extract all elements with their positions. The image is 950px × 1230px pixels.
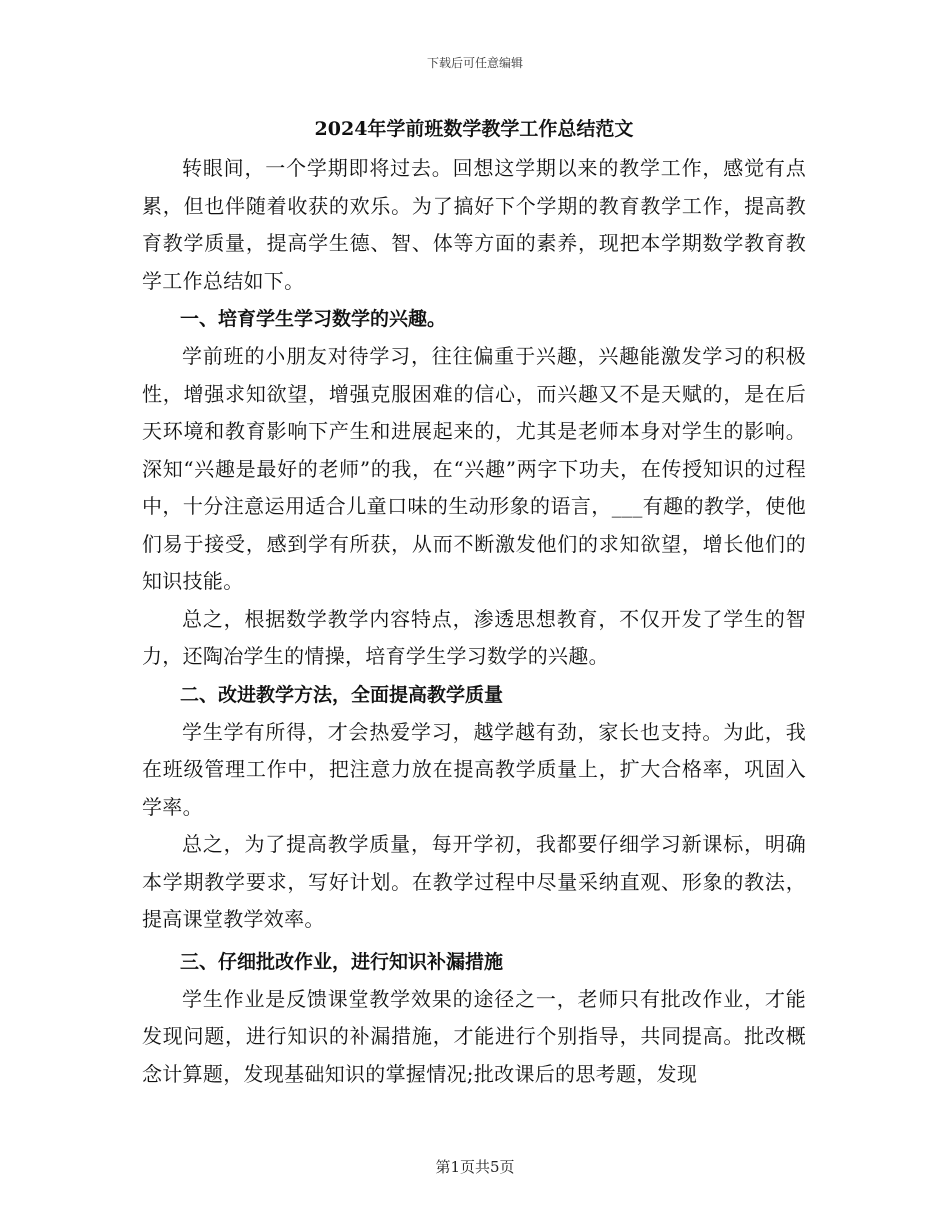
section-heading-2: 二、改进教学方法，全面提高教学质量 xyxy=(180,683,504,706)
document-title: 2024年学前班数学教学工作总结范文 xyxy=(314,118,634,140)
section-1-paragraph-2: 总之，根据数学教学内容特点，渗透思想教育，不仅开发了学生的智力，还陶冶学生的情操，培育学生学习数学的兴趣。 xyxy=(142,606,806,668)
document-body xyxy=(142,114,806,1093)
page-number-footer: 第1页共5页 xyxy=(435,1158,515,1176)
section-3-paragraph-1: 学生作业是反馈课堂教学效果的途径之一，老师只有批改作业，才能发现问题，进行知识的补漏措施，才能进行个别指导，共同提高。批改概念计算题，发现基础知识的掌握情况;批改课后的思考题，发现 xyxy=(142,986,806,1086)
section-1-paragraph-1: 学前班的小朋友对待学习，往往偏重于兴趣，兴趣能激发学习的积极性，增强求知欲望，增强克服困难的信心，而兴趣又不是天赋的，是在后天环境和教育影响下产生和进展起来的，尤其是老师本身对学生的影响。深知“兴趣是最好的老师”的我，在“兴趣”两字下功夫，在传授知识的过程中，十分注意运用适合儿童口味的生动形象的语言，___有趣的教学，使他们易于接受，感到学有所获，从而不断激发他们的求知欲望，增长他们的知识技能。 xyxy=(142,344,806,593)
intro-paragraph: 转眼间，一个学期即将过去。回想这学期以来的教学工作，感觉有点累，但也伴随着收获的欢乐。为了搞好下个学期的教育教学工作，提高教育教学质量，提高学生德、智、体等方面的素养，现把本学期数学教育教学工作总结如下。 xyxy=(142,156,806,293)
section-heading-1: 一、培育学生学习数学的兴趣。 xyxy=(180,308,447,330)
section-2-paragraph-1: 学生学有所得，才会热爱学习，越学越有劲，家长也支持。为此，我在班级管理工作中，把注意力放在提高教学质量上，扩大合格率，巩固入学率。 xyxy=(142,719,806,819)
section-2-paragraph-2: 总之，为了提高教学质量，每开学初，我都要仔细学习新课标，明确本学期教学要求，写好计划。在教学过程中尽量采纳直观、形象的教法，提高课堂教学效率。 xyxy=(142,832,806,931)
page-header-note: 下载后可任意编辑 xyxy=(426,56,523,70)
section-heading-3: 三、仔细批改作业，进行知识补漏措施 xyxy=(180,950,504,973)
